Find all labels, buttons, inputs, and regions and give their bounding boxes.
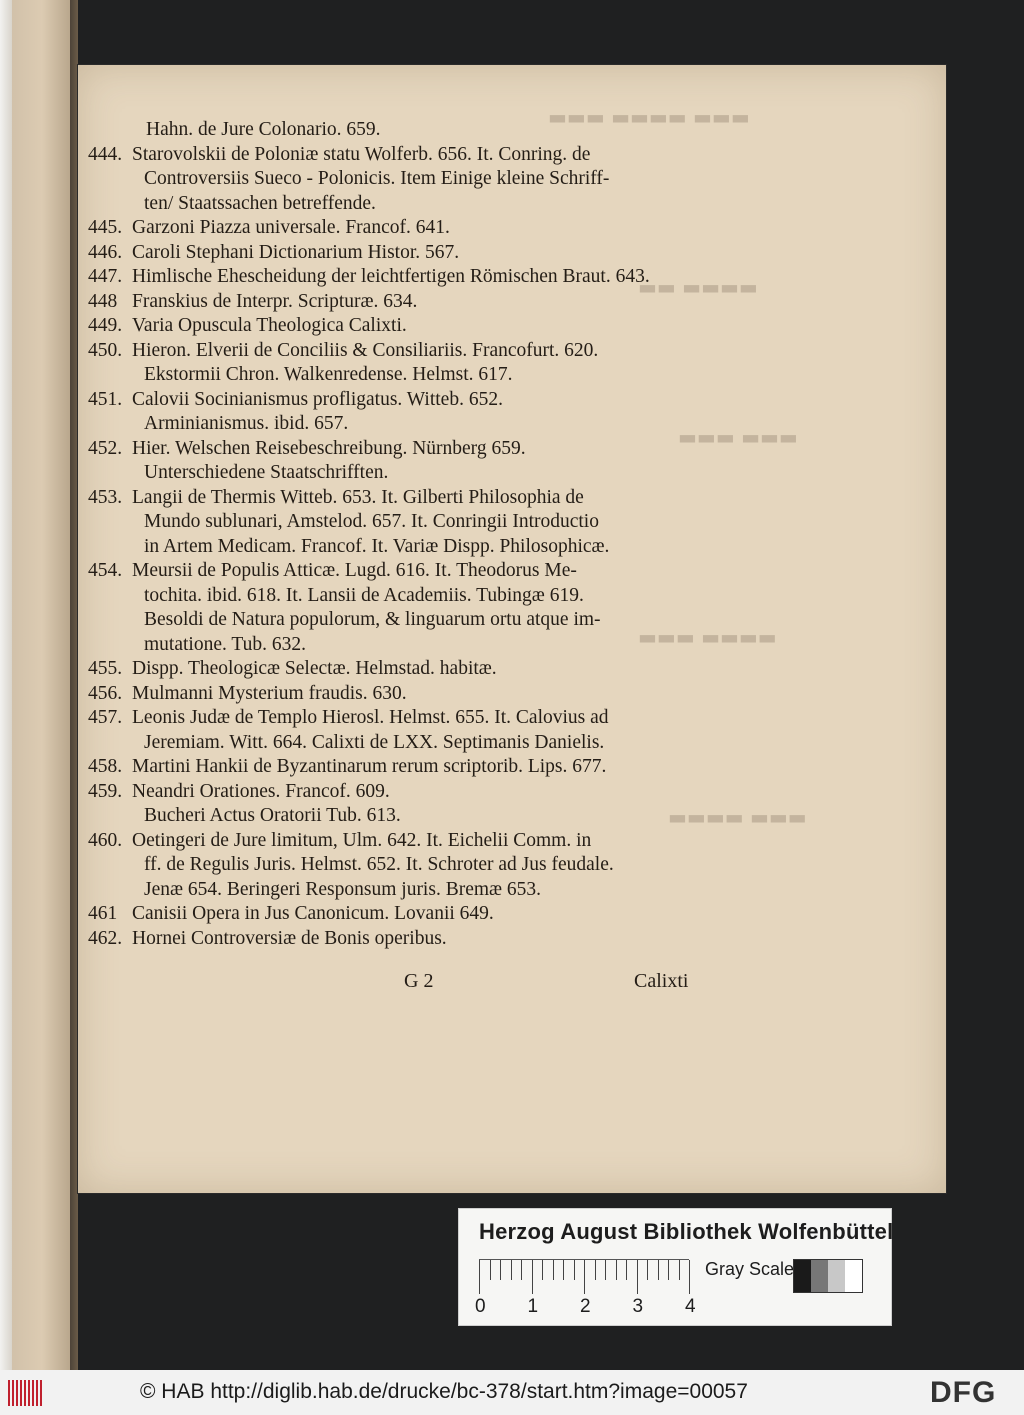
entry-line: Himlische Ehescheidung der leichtfertigen Römischen Braut. 643.: [132, 266, 650, 287]
scale-ruler: [475, 1259, 696, 1317]
entry-number: 455.: [88, 658, 123, 679]
ruler-tick: [658, 1260, 659, 1280]
binding-gutter: [70, 0, 78, 1370]
catalog-entry: [88, 706, 708, 755]
library-name: Herzog August Bibliothek Wolfenbüttel: [479, 1219, 894, 1244]
entry-text: [88, 829, 708, 903]
bleed-through-texture: ▬▬▬▬ ▬▬▬: [638, 625, 777, 649]
catalog-entry: [88, 755, 708, 780]
ruler-number: 4: [685, 1296, 696, 1317]
catalog-entry: [88, 388, 708, 437]
barcode-icon: [8, 1380, 44, 1406]
catalog-entry: [88, 559, 708, 657]
ruler-tick: [637, 1260, 638, 1294]
entry-text: [88, 216, 708, 241]
entry-line: Unterschiedene Staatschrifften.: [144, 462, 389, 483]
catalog-entry: [88, 118, 708, 143]
catalog-entry: [88, 902, 708, 927]
entry-line: ff. de Regulis Juris. Helmst. 652. It. Schroter ad Jus feudale.: [144, 854, 614, 875]
catalog-entry: [88, 241, 708, 266]
catalog-entry: [88, 265, 708, 290]
entry-number: 453.: [88, 486, 123, 508]
signature-mark: G 2: [404, 970, 434, 992]
entry-line: Besoldi de Natura populorum, & linguarum ortu atque im-: [144, 609, 601, 630]
entry-text: [88, 265, 708, 290]
entry-line: Starovolskii de Poloniæ statu Wolferb. 656. It. Conring. de: [132, 143, 591, 165]
catalog-entry: [88, 314, 708, 339]
catalog-entry: [88, 780, 708, 829]
entry-line: Arminianismus. ibid. 657.: [144, 413, 349, 434]
entry-line: Caroli Stephani Dictionarium Histor. 567.: [132, 241, 460, 263]
entry-text: [88, 339, 708, 388]
entry-line: Oetingeri de Jure limitum, Ulm. 642. It. Eichelii Comm. in: [132, 829, 592, 851]
entry-line: Mulmanni Mysterium fraudis. 630.: [132, 682, 407, 704]
gray-swatch: [828, 1260, 845, 1292]
entry-line: Hieron. Elverii de Conciliis & Consiliariis. Francofurt. 620.: [132, 339, 599, 361]
grayscale-label: Gray Scale: [705, 1259, 795, 1279]
entry-text: [88, 118, 708, 143]
entry-line: Jeremiam. Witt. 664. Calixti de LXX. Septimanis Danielis.: [144, 731, 605, 753]
catalog-entry: [88, 927, 708, 952]
entry-number: 462.: [88, 927, 123, 949]
entry-number: 447.: [88, 266, 123, 287]
entry-text: [88, 314, 708, 339]
ruler-number: 3: [632, 1296, 644, 1317]
entry-text: [88, 388, 708, 437]
entry-text: [88, 559, 708, 657]
entry-text: [88, 290, 708, 315]
grayscale-swatches: [793, 1259, 863, 1293]
dfg-logo: DFG: [930, 1376, 997, 1409]
catchword: Calixti: [634, 970, 689, 992]
entry-line: Canisii Opera in Jus Canonicum. Lovanii 649.: [132, 903, 494, 924]
ruler-tick: [479, 1260, 480, 1294]
entry-number: 451.: [88, 388, 123, 410]
ruler-tick: [553, 1260, 554, 1280]
entry-line: Hier. Welschen Reisebeschreibung. Nürnberg 659.: [132, 437, 526, 459]
entry-number: 450.: [88, 339, 123, 361]
ruler-tick: [574, 1260, 575, 1280]
catalog-entry: [88, 682, 708, 707]
copyright-url[interactable]: © HAB http://diglib.hab.de/drucke/bc-378/start.htm?image=00057: [140, 1380, 748, 1403]
entry-line: Franskius de Interpr. Scripturæ. 634.: [132, 290, 418, 312]
bleed-through-texture: ▬▬▬ ▬▬▬▬ ▬▬▬: [548, 105, 750, 129]
entry-text: [88, 706, 708, 755]
entry-line: Varia Opuscula Theologica Calixti.: [132, 315, 407, 336]
ruler-tick: [521, 1260, 522, 1280]
bleed-through-texture: ▬▬▬ ▬▬▬▬: [668, 805, 807, 829]
entry-line: Controversiis Sueco - Polonicis. Item Einige kleine Schriff-: [144, 168, 610, 189]
library-color-card: [458, 1208, 892, 1326]
ruler-tick: [647, 1260, 648, 1280]
ruler-number: 0: [475, 1296, 486, 1317]
entry-text: [88, 657, 708, 682]
entry-line: Dispp. Theologicæ Selectæ. Helmstad. habitæ.: [132, 658, 497, 679]
entry-text: [88, 682, 708, 707]
entry-line: mutatione. Tub. 632.: [144, 633, 306, 655]
entry-line: Martini Hankii de Byzantinarum rerum scriptorib. Lips. 677.: [132, 756, 607, 777]
ruler-tick: [490, 1260, 491, 1280]
entry-number: 454.: [88, 560, 123, 581]
ruler-tick: [668, 1260, 669, 1280]
entry-line: Hornei Controversiæ de Bonis operibus.: [132, 927, 447, 949]
entry-line: Bucheri Actus Oratorii Tub. 613.: [144, 805, 401, 826]
entry-line: Neandri Orationes. Francof. 609.: [132, 780, 390, 802]
entry-number: 446.: [88, 241, 123, 263]
entry-text: [88, 486, 708, 560]
ruler-tick: [616, 1260, 617, 1280]
entry-text: [88, 755, 708, 780]
entry-text: [88, 143, 708, 217]
entry-line: Garzoni Piazza universale. Francof. 641.: [132, 217, 450, 238]
ruler-tick: [626, 1260, 627, 1280]
entry-line: Mundo sublunari, Amstelod. 657. It. Conringii Introductio: [144, 511, 599, 532]
entry-text: [88, 241, 708, 266]
entry-number: 460.: [88, 829, 123, 851]
entry-text: [88, 780, 708, 829]
catalog-entry: [88, 657, 708, 682]
facing-page-edge: [0, 0, 70, 1370]
ruler-tick: [605, 1260, 606, 1280]
entry-text: [88, 927, 708, 952]
catalog-entry: [88, 216, 708, 241]
entry-text: [88, 902, 708, 927]
entry-line: Langii de Thermis Witteb. 653. It. Gilberti Philosophia de: [132, 486, 584, 508]
gray-swatch: [845, 1260, 862, 1292]
entry-number: 445.: [88, 217, 123, 238]
entry-number: 452.: [88, 437, 123, 459]
entry-text: [88, 437, 708, 486]
entry-number: 449.: [88, 315, 123, 336]
entry-line: Ekstormii Chron. Walkenredense. Helmst. 617.: [144, 364, 513, 385]
entry-number: 458.: [88, 756, 123, 777]
catalog-entry: [88, 143, 708, 217]
catalog-entry: [88, 486, 708, 560]
ruler-tick: [542, 1260, 543, 1280]
page-edge-highlight: [0, 0, 12, 1370]
entry-line: ten/ Staatssachen betreffende.: [144, 192, 376, 214]
entry-line: Meursii de Populis Atticæ. Lugd. 616. It. Theodorus Me-: [132, 560, 577, 581]
ruler-tick: [584, 1260, 585, 1294]
bleed-through-texture: ▬▬▬ ▬▬▬: [678, 425, 798, 449]
ruler-tick: [532, 1260, 533, 1294]
entry-number: 448: [88, 290, 118, 312]
ruler-tick: [500, 1260, 501, 1280]
catalog-entry: [88, 829, 708, 903]
catalog-entry: [88, 290, 708, 315]
entry-line: Hahn. de Jure Colonario. 659.: [146, 119, 381, 140]
ruler-tick: [595, 1260, 596, 1280]
ruler-tick: [511, 1260, 512, 1280]
gray-swatch: [811, 1260, 828, 1292]
catalog-entry: [88, 437, 708, 486]
ruler-tick: [689, 1260, 690, 1294]
entry-line: Leonis Judæ de Templo Hierosl. Helmst. 655. It. Calovius ad: [132, 707, 609, 728]
gray-swatch: [794, 1260, 811, 1292]
catalog-entry: [88, 339, 708, 388]
entry-line: Calovii Socinianismus profligatus. Witteb. 652.: [132, 388, 503, 410]
viewer-footer: [0, 1370, 1024, 1415]
entry-number: 456.: [88, 682, 123, 704]
entry-number: 457.: [88, 707, 123, 728]
ruler-number: 1: [527, 1296, 539, 1317]
catalog-entries: [88, 118, 708, 951]
entry-line: Jenæ 654. Beringeri Responsum juris. Bremæ 653.: [144, 878, 542, 900]
entry-line: tochita. ibid. 618. It. Lansii de Academiis. Tubingæ 619.: [144, 584, 584, 606]
ruler-number: 2: [580, 1296, 591, 1317]
entry-number: 461: [88, 903, 118, 924]
ruler-tick: [563, 1260, 564, 1280]
ruler-tick: [679, 1260, 680, 1280]
bleed-through-texture: ▬▬▬▬ ▬▬: [638, 275, 758, 299]
entry-number: 444.: [88, 143, 123, 165]
entry-line: in Artem Medicam. Francof. It. Variæ Dispp. Philosophicæ.: [144, 535, 610, 557]
entry-number: 459.: [88, 780, 123, 802]
